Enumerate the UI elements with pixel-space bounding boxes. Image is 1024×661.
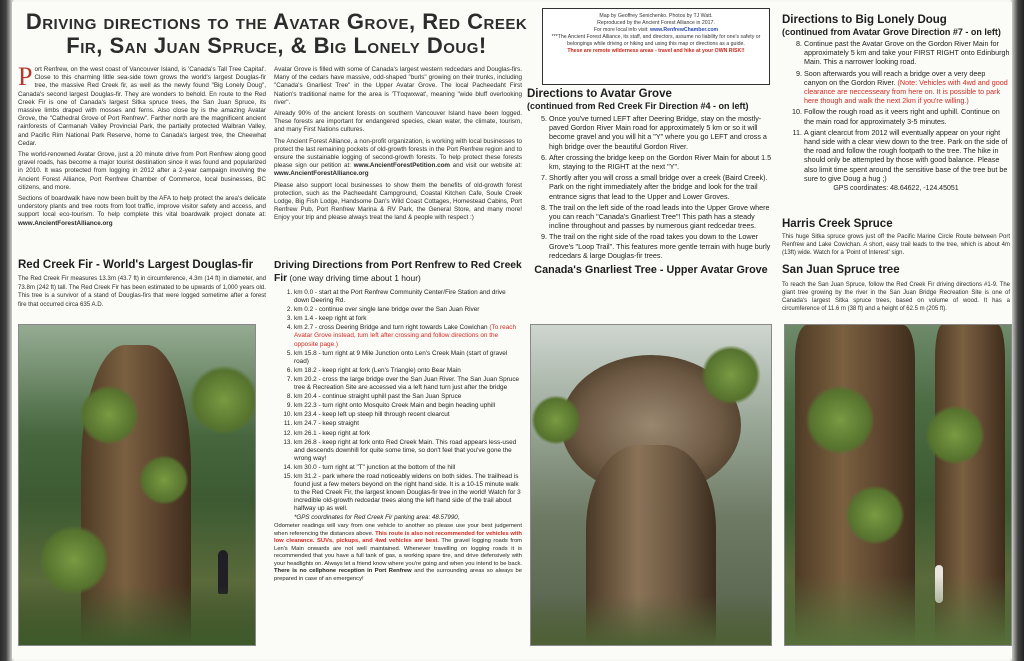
column-1	[18, 62, 266, 231]
san-juan-section	[782, 264, 1010, 313]
driving-steps	[274, 289, 522, 513]
col2-paragraph-2: Already 90% of the ancient forests on southern Vancouver Island have been logged. These forests are important for endangered species, clean water, the climate, tourism, and many First Nations cultures.	[274, 110, 522, 134]
san-juan-heading: San Juan Spruce tree	[782, 264, 900, 276]
list-item: 11. km 24.7 - keep straight	[294, 420, 522, 428]
list-item: 12. km 26.1 - keep right at fork	[294, 430, 522, 438]
red-creek-heading: Red Creek Fir - World's Largest Douglas-fir	[18, 259, 254, 271]
credits-box	[542, 8, 770, 85]
list-item: 5. Once you've turned LEFT after Deering Bridge, stay on the mostly-paved Gordon River Main road for approximately 5 km or so it will become gravel and you will hit a "Y" where you go LEFT and cross a high bridge over the beautiful Gordon River.	[549, 114, 775, 151]
intro-paragraph-2: The world-renowned Avatar Grove, just a 20 minute drive from Port Renfrew along good gravel roads, has become a major tourist destination since it was found and popularized in 2010. It was protected from logging in 2012 after a 2-year campaign involving the Ancient Forest Alliance, Port Renfrew Chamber of Commerce, local businesses, BC citizens, and more.	[18, 151, 266, 191]
intro-paragraph-1: ort Renfrew, on the west coast of Vancouver Island, is 'Canada's Tall Tree Capital'. Close to this charming little sea-side town grows the world's largest Douglas-fir tree, the massive Red Creek fir, as well as the newly found "Big Lonely Doug", Canada's second largest Douglas-fir. They are wonders to behold. En route to the Red Creek Fir is one of Canada's largest Sitka spruce trees, the San Juan Spruce, its massive limbs draped with mosses and ferns. Also close by is the amazing Avatar Grove, the "Cathedral Grove of Port Renfrew". Farther north are the magnificent ancient rainforests of Carmanah Valley Provincial Park, the partially protected Walbran Valley, and Pacific Rim National Park Reserve, home to Canada's largest tree, the Cheewhat Cedar.	[18, 66, 266, 147]
list-item: 5. km 15.8 - turn right at 9 Mile Junction onto Len's Creek Main (start of gravel road)	[294, 350, 522, 366]
gnarly-tree-photo	[530, 324, 772, 646]
list-item: 9. Soon afterwards you will reach a bridge over a very deep canyon on the Gordon River. (Note: Vehicles with 4wd and good clearance are neccesseary from here on. It is possible to park here though and walk the next 2km if you're willing.)	[804, 69, 1010, 106]
list-item: 11. A giant clearcut from 2012 will eventually appear on your right hand side with a clear view down to the tree. Park on the side of the road and follow the rough footpath to the tree. The hike in should only be attempted by those with good balance. Please also limit time spent around the sensitive base of the tree but be sure to give Doug a hug ;)	[804, 128, 1010, 183]
list-item: 3. km 1.4 - keep right at fork	[294, 315, 522, 323]
intro-paragraph-3: Sections of boardwalk have now been built by the AFA to help protect the area's delicate understory plants and tree roots from foot traffic, improve visitor safety and access, and support local eco-tourism. To help complete this vital boardwalk project donate at: www.AncientForestAlliance.org	[18, 195, 266, 227]
red-creek-fir-photo	[18, 324, 256, 646]
avatar-section	[527, 88, 775, 276]
page-title: Driving directions to the Avatar Grove, Red Creek Fir, San Juan Spruce, & Big Lonely Doug!	[25, 9, 528, 58]
warning-text: These are remote wilderness areas - travel and hike at your OWN RISK!!	[567, 48, 745, 54]
list-item: 1. km 0.0 - start at the Port Renfrew Community Center/Fire Station and drive down Deering Rd.	[294, 289, 522, 305]
gnarly-tree-caption: Canada's Gnarliest Tree - Upper Avatar Grove	[534, 264, 768, 277]
list-item: 9. The trail on the right side of the road takes you down to the Lower Grove's "Loop Trail". This features more gentle terrain with huge burly redcedars & large Douglas-fir trees.	[549, 232, 775, 260]
list-item: 10. km 23.4 - keep left up steep hill through recent clearcut	[294, 411, 522, 419]
doug-steps	[782, 39, 1010, 183]
chamber-link[interactable]: www.RenfrewChamber.com	[650, 27, 719, 33]
list-item: 7. Shortly after you will cross a small bridge over a creek (Baird Creek). Park on the right immediately after the bridge and look for the trail entrance signs that lead to the Upper and Lower Groves.	[549, 173, 775, 201]
brochure-paper	[12, 2, 1012, 659]
list-item: 6. After crossing the bridge keep on the Gordon River Main for about 1.5 km, staying to the RIGHT at the next "Y".	[549, 153, 775, 171]
column-2	[274, 66, 522, 226]
credits-line: Map by Geoffrey Senichenko. Photos by TJ Watt.	[599, 13, 713, 19]
list-item: 15. km 31.2 - park where the road noticeably widens on both sides. The trailhead is found just a few meters beyond on the right hand side. It is a 10-15 minute walk to the Red Creek Fir, the largest known Douglas-fir tree in the world! Watch for 3 incredible old-growth redcedar trees along the left hand side of the trail about halfway up as well.	[294, 473, 522, 513]
harris-section	[782, 218, 1010, 257]
col2-paragraph-4: Please also support local businesses to show them the benefits of old-growth forest protection, such as the Pacheedaht Campground, Coastal Kitchen Cafe, Soule Creek Lodge, Big Fish Lodge, Handsome Dan's Wild Coast Cottages, Homestead Cabins, Port Renfrew Pub, Port Renfrew Marina & RV Park, the General Store, and many more! Enjoy your trip and please always treat the land & people with respect :)	[274, 181, 522, 222]
doug-section	[782, 14, 1010, 192]
san-juan-text: To reach the San Juan Spruce, follow the Red Creek Fir driving directions #1-9. The giant tree growing by the river in the San Juan Bridge Recreation Site is one of Canada's largest Sitka spruce trees, based on volume of wood. It has a circumference of 11.6 m (38 ft) and a height of 62.5 m (205 ft).	[782, 282, 1010, 312]
list-item: 4. km 2.7 - cross Deering Bridge and turn right towards Lake Cowichan (To reach Avatar Grove instead, turn left after crossing and follow directions on the opposite page.)	[294, 324, 522, 348]
list-item: 10. Follow the rough road as it veers right and uphill. Continue on the main road for approximately 3-5 minutes.	[804, 107, 1010, 125]
list-item: 2. km 0.2 - continue over single lane bridge over the San Juan River	[294, 306, 522, 314]
doug-subheading: (continued from Avatar Grove Direction #7 - on left)	[782, 27, 1001, 37]
credits-line: For more local info visit: www.RenfrewChamber.com	[593, 27, 719, 33]
col2-text	[274, 66, 522, 223]
gps-note: *GPS coordinates for Red Creek Fir parking area: 48.57990,	[294, 514, 460, 522]
harris-text: This huge Sitka spruce grows just off the Pacific Marine Circle Route between Port Renfrew and Lake Cowichan. A short, easy trail leads to the tree, which is about 4m (13ft) wide. Watch for a 'Point of Interest' sign.	[782, 234, 1010, 256]
list-item: 13. km 26.8 - keep right at fork onto Red Creek Main. This road appears less-used and descends downhill for quite some time, so don't feel that you've gone the wrong way!	[294, 439, 522, 463]
red-creek-section	[18, 259, 266, 309]
doug-heading: Directions to Big Lonely Doug	[782, 14, 947, 26]
list-item: 8. Continue past the Avatar Grove on the Gordon River Main for approximately 5 km and take your FIRST RIGHT onto Edinburgh Main. This a narrower looking road.	[804, 39, 1010, 67]
col2-paragraph-1: Avatar Grove is filled with some of Canada's largest western redcedars and Douglas-firs. Many of the cedars have massive, odd-shaped "burls" growing on their trunks, including "Canada's Gnarliest Tree" in the Upper Avatar Grove. The local Pacheedaht First Nation's traditional name for the area is 'T'l'oqwxwat', meaning "wide bluff overlooking river".	[274, 66, 522, 106]
driving-section	[274, 260, 522, 583]
dropcap: P	[18, 62, 33, 91]
list-item: 8. The trail on the left side of the road leads into the Upper Grove where you can reach "Canada's Gnarliest Tree"! This path has a steady incline throughout and passes by numerous giant redcedar trees.	[549, 203, 775, 231]
red-creek-text: The Red Creek Fir measures 13.3m (43.7 ft) in circumference, 4.3m (14 ft) in diameter, and 73.8m (242 ft) tall. The Red Creek Fir has been estimated to be upwards of 1,000 years old. This tree is a survivor of a stand of Douglas-firs that were logged sometime after a forest fire that occurred circa 635 A.D.	[18, 275, 266, 308]
petition-link[interactable]: www.AncientForestPetition.com	[353, 162, 451, 170]
disclaimer: ***The Ancient Forest Alliance, its staff, and directors, assume no liability for one's safety or belongings while driving or hiking and using this map or directions as a guide.	[551, 34, 761, 47]
list-item: 9. km 22.3 - turn right onto Mosquito Creek Main and begin heading uphill	[294, 402, 522, 410]
odometer-note: Odometer readings will vary from one vehicle to another so please use your best judgement when referencing the distances above. This route is also not recommended for vehicles with low clearance. SUVs, pickups, and 4wd vehicles are best. The gravel logging roads from Len's Main onwards are not well maintained. Whenever travelling on logging roads it is recommended that you have a full tank of gas, a working spare tire, and drive defensively with your headlights on. Always let a friend know where you're going and when you intend to be back. There is no cellphone reception in Port Renfrew and the surrounding areas so always be prepared in case of an emergency!	[274, 523, 522, 582]
intro-text	[18, 62, 266, 228]
avatar-steps	[527, 114, 775, 260]
harris-heading: Harris Creek Spruce	[782, 218, 893, 230]
san-juan-spruce-photo	[784, 324, 1012, 646]
list-item: 7. km 20.2 - cross the large bridge over the San Juan River. The San Juan Spruce tree & Recreation Site are accessed via a left hand turn just after the bridge	[294, 376, 522, 392]
alliance-link[interactable]: www.AncientForestAlliance.org	[18, 219, 113, 227]
avatar-subheading: (continued from Red Creek Fir Direction #4 - on left)	[527, 101, 749, 111]
col2-paragraph-3: The Ancient Forest Alliance, a non-profit organization, is working with local businesses to protect the last remaining pockets of old-growth forests in the Port Renfrew region and to ensure the sustainable logging of second-growth forests. To help protect these forests please sign our petition at: www.AncientForestPetition.com and visit our website at: www.AncientForestAlliance.org	[274, 137, 522, 178]
avatar-heading: Directions to Avatar Grove	[527, 88, 672, 100]
list-item: 6. km 18.2 - keep right at fork (Len's Triangle) onto Bear Main	[294, 367, 522, 375]
list-item: 14. km 30.0 - turn right at "T" junction at the bottom of the hill	[294, 464, 522, 472]
website-link[interactable]: www.AncientForestAlliance.org	[274, 170, 369, 178]
credits-line: Reproduced by the Ancient Forest Alliance in 2017.	[597, 20, 715, 26]
driving-heading: Driving Directions from Port Renfrew to Red Creek Fir (one way driving time about 1 hour)	[274, 260, 522, 284]
doug-gps: GPS coordinates: 48.64622, -124.45051	[833, 185, 959, 193]
list-item: 8. km 20.4 - continue straight uphill past the San Juan Spruce	[294, 393, 522, 401]
